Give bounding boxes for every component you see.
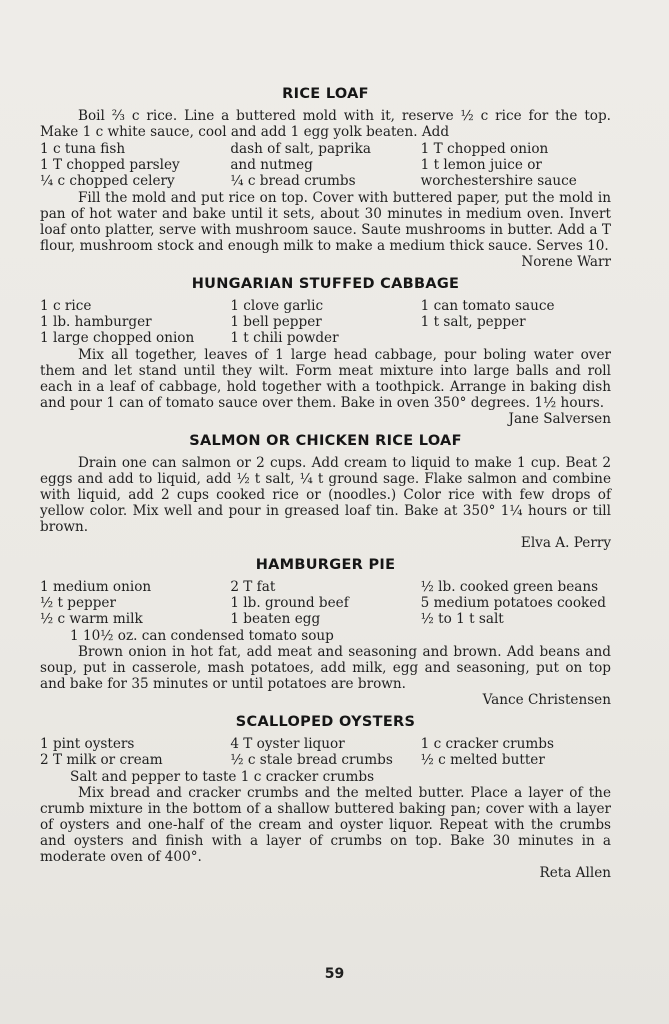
ingredient: ½ t pepper [40,595,116,611]
ingredient-list [40,141,611,189]
ingredient: 1 T chopped onion [420,141,549,157]
ingredient: ½ c stale bread crumbs [230,752,393,768]
ingredient: 1 large chopped onion [40,330,195,346]
ingredient [421,330,611,346]
ingredient: 1 c cracker crumbs [420,736,554,752]
ingredient: 1 c tuna fish [40,141,126,157]
page-number: 59 [324,966,345,982]
ingredient: ½ lb. cooked green beans [420,579,599,595]
ingredient: 1 lb. hamburger [40,314,152,330]
ingredient: 1 clove garlic [230,298,324,314]
ingredient: 2 T milk or cream [40,752,163,768]
ingredient-list [40,579,611,627]
recipe-author: Jane Salversen [508,411,611,427]
recipe-title: HAMBURGER PIE [255,557,396,573]
recipe-author: Vance Christensen [482,692,611,708]
recipe-title: SCALLOPED OYSTERS [235,714,416,730]
recipe-hungarian-stuffed-cabbage [40,276,611,427]
ingredient: 1 medium onion [40,579,152,595]
ingredient-extra: 1 10½ oz. can condensed tomato soup [70,628,334,644]
ingredient: 1 t lemon juice or [420,157,542,173]
ingredient: 1 lb. ground beef [230,595,349,611]
recipe-scalloped-oysters [40,714,611,881]
ingredient: 4 T oyster liquor [230,736,345,752]
recipe-directions: Brown onion in hot fat, add meat and seasoning and brown. Add beans and soup, put in casserole, mash potatoes, add milk, egg and seasoning, put on top and bake for 35 minutes or until potatoes are brown. [40,644,611,692]
recipe-directions: Mix all together, leaves of 1 large head cabbage, pour boling water over them and let stand until they wilt. Form meat mixture into large balls and roll each in a leaf of cabbage, hold together with a toothpick. Arrange in baking dish and pour 1 can of tomato sauce over them. Bake in oven 350° degrees. 1½ hours. [40,347,611,411]
ingredient: 1 bell pepper [230,314,322,330]
recipe-directions: Fill the mold and put rice on top. Cover with buttered paper, put the mold in pan of hot water and bake until it sets, about 30 minutes in medium oven. Invert loaf onto platter, serve with mushroom sauce. Saute mushrooms in butter. Add a T flour, mushroom stock and enough milk to make a medium thick sauce. Serves 10. [40,190,611,254]
ingredient: ¼ c bread crumbs [230,173,356,189]
ingredient: 5 medium potatoes cooked [420,595,606,611]
recipe-intro: Boil ⅔ c rice. Line a buttered mold with it, reserve ½ c rice for the top. Make 1 c white sauce, cool and add 1 egg yolk beaten. Add [40,108,611,140]
recipe-directions: Mix bread and cracker crumbs and the melted butter. Place a layer of the crumb mixture in the bottom of a shallow buttered baking pan; cover with a layer of oysters and one-half of the cream and oyster liquor. Repeat with the crumbs and oysters and finish with a layer of crumbs on top. Bake 30 minutes in a moderate oven of 400°. [40,785,611,865]
recipe-salmon-chicken-rice-loaf [40,433,611,551]
recipe-author: Norene Warr [521,254,611,270]
ingredient: ½ c warm milk [40,611,143,627]
ingredient: ½ to 1 t salt [420,611,504,627]
ingredient: 1 can tomato sauce [420,298,555,314]
ingredient: 1 pint oysters [40,736,135,752]
ingredient: 1 t salt, pepper [420,314,526,330]
ingredient: dash of salt, paprika [230,141,371,157]
recipe-author: Elva A. Perry [520,535,611,551]
ingredient: 2 T fat [230,579,276,595]
recipe-author: Reta Allen [539,865,611,881]
ingredient: worchestershire sauce [420,173,577,189]
recipe-rice-loaf [40,86,611,270]
recipe-title: SALMON OR CHICKEN RICE LOAF [189,433,462,449]
recipe-directions: Drain one can salmon or 2 cups. Add cream to liquid to make 1 cup. Beat 2 eggs and add to liquid, add ½ t salt, ¼ t ground sage. Flake salmon and combine with liquid, add 2 cups cooked rice or (noodles.) Color rice with few drops of yellow color. Mix well and pour in greased loaf tin. Bake at 350° 1¼ hours or till brown. [40,455,611,535]
ingredient: 1 beaten egg [230,611,321,627]
recipe-title: RICE LOAF [282,86,369,102]
ingredient: ½ c melted butter [420,752,545,768]
ingredient: 1 c rice [40,298,92,314]
recipe-hamburger-pie [40,557,611,708]
recipe-title: HUNGARIAN STUFFED CABBAGE [191,276,460,292]
ingredient: ¼ c chopped celery [40,173,175,189]
ingredient: 1 t chili powder [230,330,339,346]
ingredient-extra: Salt and pepper to taste 1 c cracker crumbs [70,769,375,785]
ingredient-list [40,298,611,346]
ingredient: and nutmeg [230,157,313,173]
ingredient-list [40,736,611,768]
ingredient: 1 T chopped parsley [40,157,180,173]
